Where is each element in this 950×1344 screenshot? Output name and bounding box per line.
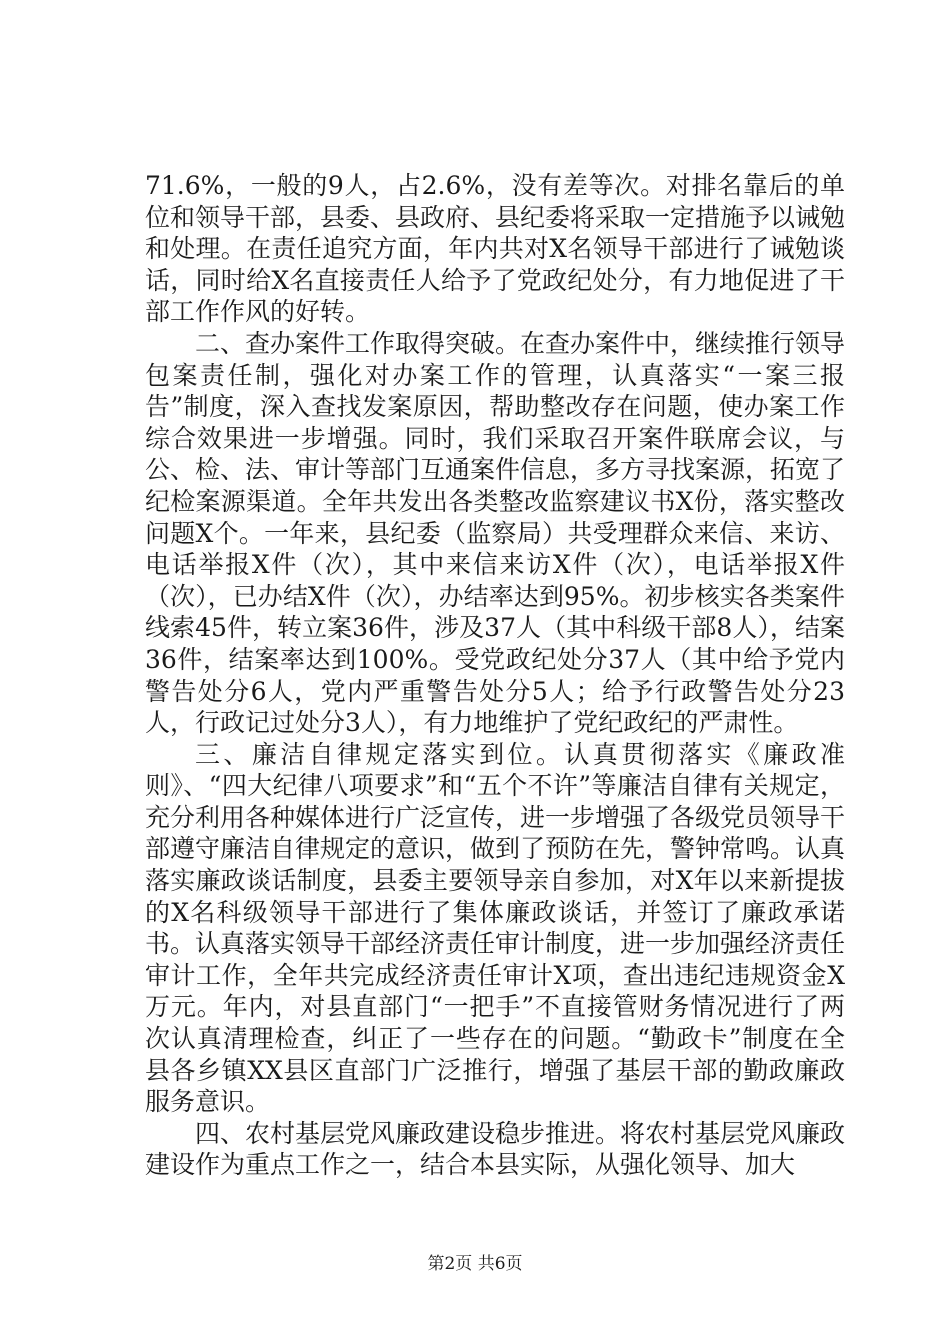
document-body bbox=[145, 170, 845, 1181]
paragraph-rural-grassroots: 四、农村基层党风廉政建设稳步推进。将农村基层党风廉政建设作为重点工作之一，结合本县实际，从强化领导、加大 bbox=[145, 1118, 846, 1180]
page-footer: 第2页 共6页 bbox=[427, 1254, 523, 1274]
paragraph-self-discipline: 三、廉洁自律规定落实到位。认真贯彻落实《廉政准则》、“四大纪律八项要求”和“五个不许”等廉洁自律有关规定，充分利用各种媒体进行广泛宣传，进一步增强了各级党员领导干部遵守廉洁自律规定的意识，做到了预防在先，警钟常鸣。认真落实廉政谈话制度，县委主要领导亲自参加，对X年以来新提拔的X名科级领导干部进行了集体廉政谈话，并签订了廉政承诺书。认真落实领导干部经济责任审计制度，进一步加强经济责任审计工作，全年共完成经济责任审计X项，查出违纪违规资金X万元。年内，对县直部门“一把手”不直接管财务情况进行了两次认真清理检查，纠正了一些存在的问题。“勤政卡”制度在全县各乡镇XX县区直部门广泛推行，增强了基层干部的勤政廉政服务意识。 bbox=[145, 739, 846, 1117]
paragraph-continuation: 71.6%，一般的9人，占2.6%，没有差等次。对排名靠后的单位和领导干部，县委、县政府、县纪委将采取一定措施予以诫勉和处理。在责任追究方面，年内共对X名领导干部进行了诫勉谈话，同时给X名直接责任人给予了党政纪处分，有力地促进了干部工作作风的好转。 bbox=[145, 171, 846, 327]
paragraph-case-handling: 二、查办案件工作取得突破。在查办案件中，继续推行领导包案责任制，强化对办案工作的管理，认真落实“一案三报告”制度，深入查找发案原因，帮助整改存在问题，使办案工作综合效果进一步增强。同时，我们采取召开案件联席会议，与公、检、法、审计等部门互通案件信息，多方寻找案源，拓宽了纪检案源渠道。全年共发出各类整改监察建议书X份，落实整改问题X个。一年来，县纪委（监察局）共受理群众来信、来访、电话举报X件（次），其中来信来访X件（次），电话举报X件（次），已办结X件（次），办结率达到95%。初步核实各类案件线索45件，转立案36件，涉及37人（其中科级干部8人），结案36件，结案率达到100%。受党政纪处分37人（其中给予党内警告处分6人，党内严重警告处分5人；给予行政警告处分23人，行政记过处分3人），有力地维护了党纪政纪的严肃性。 bbox=[145, 328, 846, 738]
